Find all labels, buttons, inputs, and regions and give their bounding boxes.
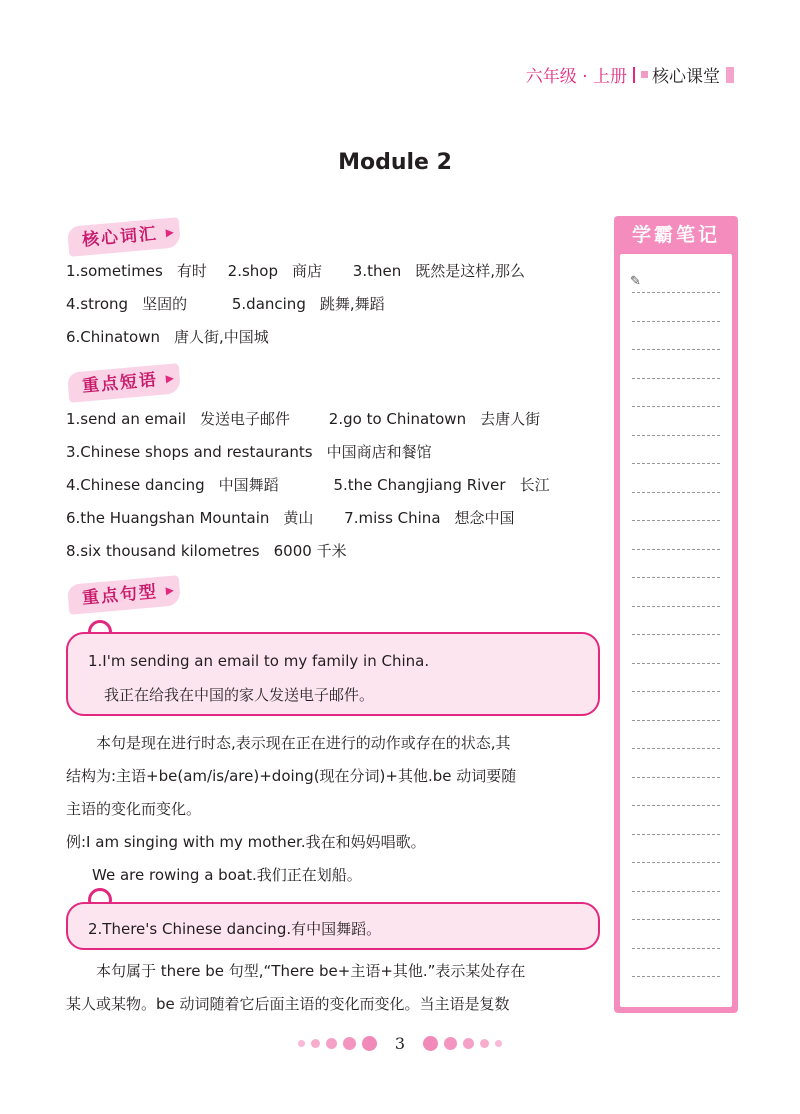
phrase-cn: 中国商店和餐馆 <box>326 443 432 461</box>
vocab-cn: 跳舞,舞蹈 <box>319 295 385 313</box>
dot-icon <box>423 1036 438 1051</box>
phrase-en: 5.the Changjiang River <box>333 476 506 494</box>
sentences-tag: 重点句型 <box>67 575 181 615</box>
dot-icon <box>298 1040 305 1047</box>
page-footer <box>0 1034 800 1053</box>
vocab-en: 6.Chinatown <box>66 328 160 346</box>
vocab-cn: 商店 <box>292 262 323 280</box>
note-line <box>632 862 720 863</box>
explanation-2 <box>66 955 600 1021</box>
para-line: 某人或某物。be 动词随着它后面主语的变化而变化。当主语是复数 <box>66 995 510 1013</box>
dot-icon <box>343 1037 356 1050</box>
explanation-1 <box>66 727 600 892</box>
note-line <box>632 349 720 350</box>
phrase-en: 4.Chinese dancing <box>66 476 205 494</box>
note-line <box>632 606 720 607</box>
phrase-row-2 <box>66 441 432 462</box>
pencil-icon: ✎ <box>630 274 641 289</box>
vocab-en: 3.then <box>352 262 402 280</box>
phrase-en: 1.send an email <box>66 410 186 428</box>
note-line <box>632 777 720 778</box>
vocab-row-1 <box>66 260 525 281</box>
vocab-cn: 坚固的 <box>142 295 188 313</box>
note-line <box>632 720 720 721</box>
dot-icon <box>495 1040 502 1047</box>
phrase-cn: 去唐人街 <box>480 410 541 428</box>
note-line <box>632 549 720 550</box>
dot-icon <box>326 1038 337 1049</box>
para-line: 本句是现在进行时态,表示现在正在进行的动作或存在的状态,其 <box>96 734 511 752</box>
note-line <box>632 378 720 379</box>
page-header <box>526 62 734 87</box>
sentence-en: 2.There's Chinese dancing.有中国舞蹈。 <box>88 920 382 938</box>
divider <box>633 67 635 83</box>
note-line <box>632 321 720 322</box>
vocab-en: 2.shop <box>227 262 278 280</box>
note-line <box>632 891 720 892</box>
square-icon <box>641 71 648 78</box>
bar-decoration <box>726 67 734 83</box>
dot-icon <box>311 1039 320 1048</box>
phrase-en: 3.Chinese shops and restaurants <box>66 443 313 461</box>
phrase-en: 2.go to Chinatown <box>328 410 467 428</box>
phrase-row-5 <box>66 540 347 561</box>
example-line: We are rowing a boat.我们正在划船。 <box>92 866 362 884</box>
phrase-en: 7.miss China <box>344 509 441 527</box>
para-line: 结构为:主语+be(am/is/are)+doing(现在分词)+其他.be 动词要随 <box>66 767 517 785</box>
sentence-cn: 我正在给我在中国的家人发送电子邮件。 <box>104 686 375 704</box>
note-line <box>632 463 720 464</box>
dot-icon <box>463 1038 474 1049</box>
phrase-cn: 想念中国 <box>454 509 515 527</box>
phrase-cn: 发送电子邮件 <box>200 410 291 428</box>
grade-label: 六年级 · 上册 <box>525 67 627 87</box>
note-line <box>632 406 720 407</box>
phrase-row-3 <box>66 474 550 495</box>
note-line <box>632 976 720 977</box>
note-line <box>632 292 720 293</box>
note-line <box>632 805 720 806</box>
phrase-cn: 中国舞蹈 <box>218 476 279 494</box>
phrase-cn: 黄山 <box>283 509 314 527</box>
note-line <box>632 634 720 635</box>
note-line <box>632 663 720 664</box>
note-line <box>632 577 720 578</box>
vocab-cn: 有时 <box>176 262 207 280</box>
phrase-cn: 长江 <box>519 476 550 494</box>
vocab-cn: 既然是这样,那么 <box>415 262 526 280</box>
para-line: 本句属于 there be 句型,“There be+主语+其他.”表示某处存在 <box>96 962 526 980</box>
dot-icon <box>444 1037 457 1050</box>
note-line <box>632 748 720 749</box>
notes-panel <box>614 216 738 1013</box>
example-line: 例:I am singing with my mother.我在和妈妈唱歌。 <box>66 833 426 851</box>
vocab-tag: 核心词汇 <box>67 217 181 257</box>
phrase-row-4 <box>66 507 515 528</box>
phrase-en: 8.six thousand kilometres <box>66 542 260 560</box>
note-line <box>632 691 720 692</box>
sentence-box-1 <box>66 632 600 716</box>
page-title: Module 2 <box>338 150 452 175</box>
vocab-en: 4.strong <box>66 295 129 313</box>
notes-lines <box>620 254 732 1007</box>
note-line <box>632 492 720 493</box>
notes-title: 学霸笔记 <box>631 224 720 246</box>
note-line <box>632 948 720 949</box>
vocab-row-2 <box>66 293 385 314</box>
section-label: 核心课堂 <box>652 67 720 87</box>
sentence-en: 1.I'm sending an email to my family in China. <box>88 652 430 670</box>
note-line <box>632 919 720 920</box>
note-line <box>632 834 720 835</box>
phrases-tag: 重点短语 <box>67 363 181 403</box>
vocab-en: 1.sometimes <box>66 262 163 280</box>
note-line <box>632 520 720 521</box>
dot-icon <box>362 1036 377 1051</box>
dot-icon <box>480 1039 489 1048</box>
phrase-cn: 6000 千米 <box>273 542 347 560</box>
vocab-row-3 <box>66 326 269 347</box>
page-number: 3 <box>394 1034 406 1053</box>
note-line <box>632 435 720 436</box>
para-line: 主语的变化而变化。 <box>66 800 202 818</box>
sentence-box-2 <box>66 902 600 950</box>
phrase-en: 6.the Huangshan Mountain <box>66 509 270 527</box>
vocab-en: 5.dancing <box>231 295 306 313</box>
phrase-row-1 <box>66 408 540 429</box>
vocab-cn: 唐人街,中国城 <box>174 328 269 346</box>
